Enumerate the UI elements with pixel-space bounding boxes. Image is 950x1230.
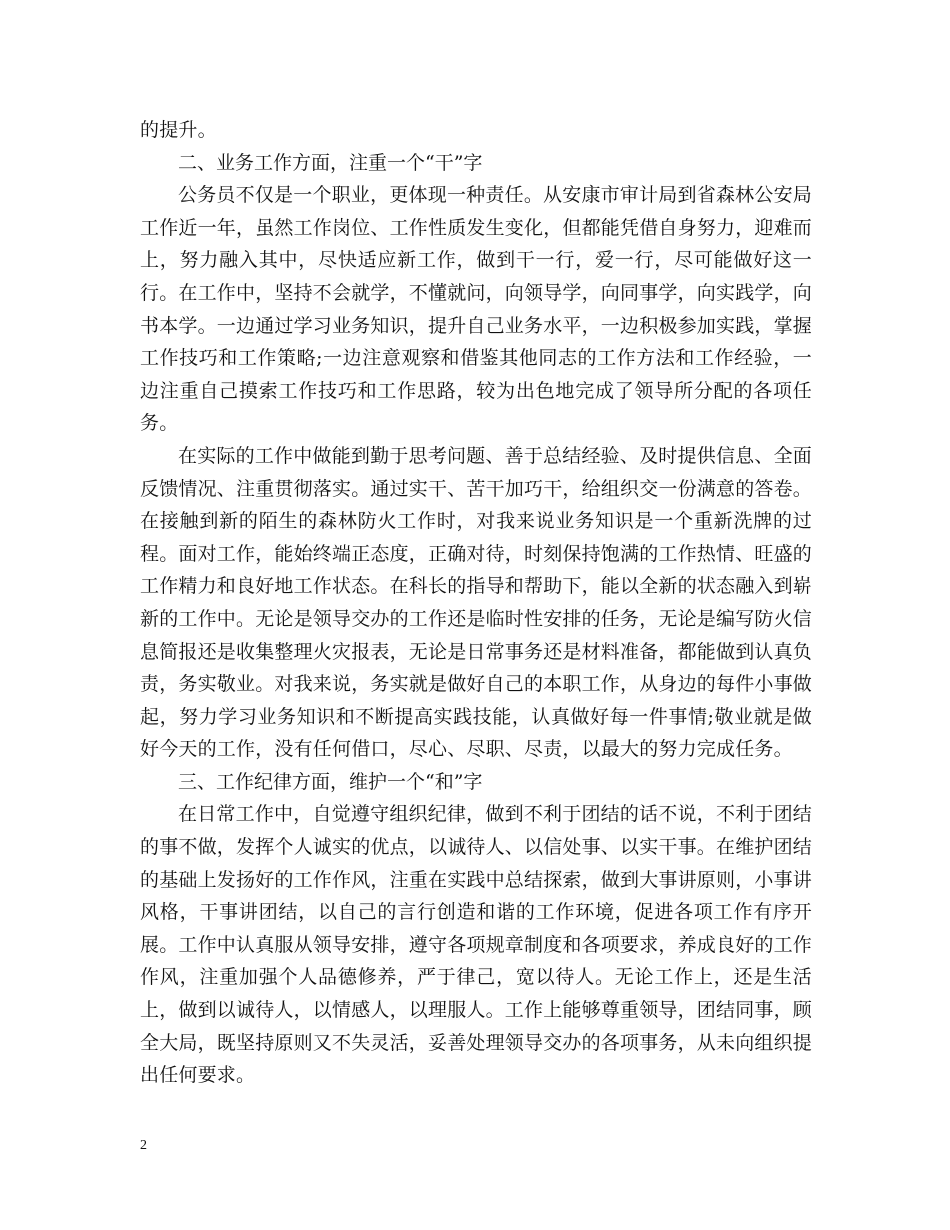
- paragraph-continuation: 的提升。: [140, 119, 217, 141]
- section-heading-business-work: 二、业务工作方面，注重一个“干”字: [178, 151, 483, 174]
- paragraph-practical-work: 在实际的工作中做能到勤于思考问题、善于总结经验、及时提供信息、全面反馈情况、注重贯彻落实。通过实干、苦干加巧干，给组织交一份满意的答卷。在接触到新的陌生的森林防火工作时，对我来说业务知识是一个重新洗牌的过程。面对工作，能始终端正态度，正确对待，时刻保持饱满的工作热情、旺盛的工作精力和良好地工作状态。在科长的指导和帮助下，能以全新的状态融入到崭新的工作中。无论是领导交办的工作还是临时性安排的任务，无论是编写防火信息简报还是收集整理火灾报表，无论是日常事务还是材料准备，都能做到认真负责，务实敬业。对我来说，务实就是做好自己的本职工作，从身边的每件小事做起，努力学习业务知识和不断提高实践技能，认真做好每一件事情;敬业就是做好今天的工作，没有任何借口，尽心、尽职、尽责，以最大的努力完成任务。: [140, 444, 813, 761]
- paragraph-civil-servant-duty: 公务员不仅是一个职业，更体现一种责任。从安康市审计局到省森林公安局工作近一年，虽然工作岗位、工作性质发生变化，但都能凭借自身努力，迎难而上，努力融入其中，尽快适应新工作，做到干一行，爱一行，尽可能做好这一行。在工作中，坚持不会就学，不懂就问，向领导学，向同事学，向实践学，向书本学。一边通过学习业务知识，提升自己业务水平，一边积极参加实践，掌握工作技巧和工作策略;一边注意观察和借鉴其他同志的工作方法和工作经验，一边注重自己摸索工作技巧和工作思路，较为出色地完成了领导所分配的各项任务。: [140, 184, 813, 435]
- paragraph-discipline-harmony: 在日常工作中，自觉遵守组织纪律，做到不利于团结的话不说，不利于团结的事不做，发挥个人诚实的优点，以诚待人、以信处事、以实干事。在维护团结的基础上发扬好的工作作风，注重在实践中总结探索，做到大事讲原则，小事讲风格，干事讲团结，以自己的言行创造和谐的工作环境，促进各项工作有序开展。工作中认真服从领导安排，遵守各项规章制度和各项要求，养成良好的工作作风，注重加强个人品德修养，严于律己，宽以待人。无论工作上，还是生活上，做到以诚待人，以情感人，以理服人。工作上能够尊重领导，团结同事，顾全大局，既坚持原则又不失灵活，妥善处理领导交办的各项事务，从未向组织提出任何要求。: [140, 803, 813, 1087]
- section-heading-work-discipline: 三、工作纪律方面，维护一个“和”字: [178, 770, 483, 793]
- document-body: [140, 114, 812, 1092]
- page-number: 2: [140, 1138, 147, 1153]
